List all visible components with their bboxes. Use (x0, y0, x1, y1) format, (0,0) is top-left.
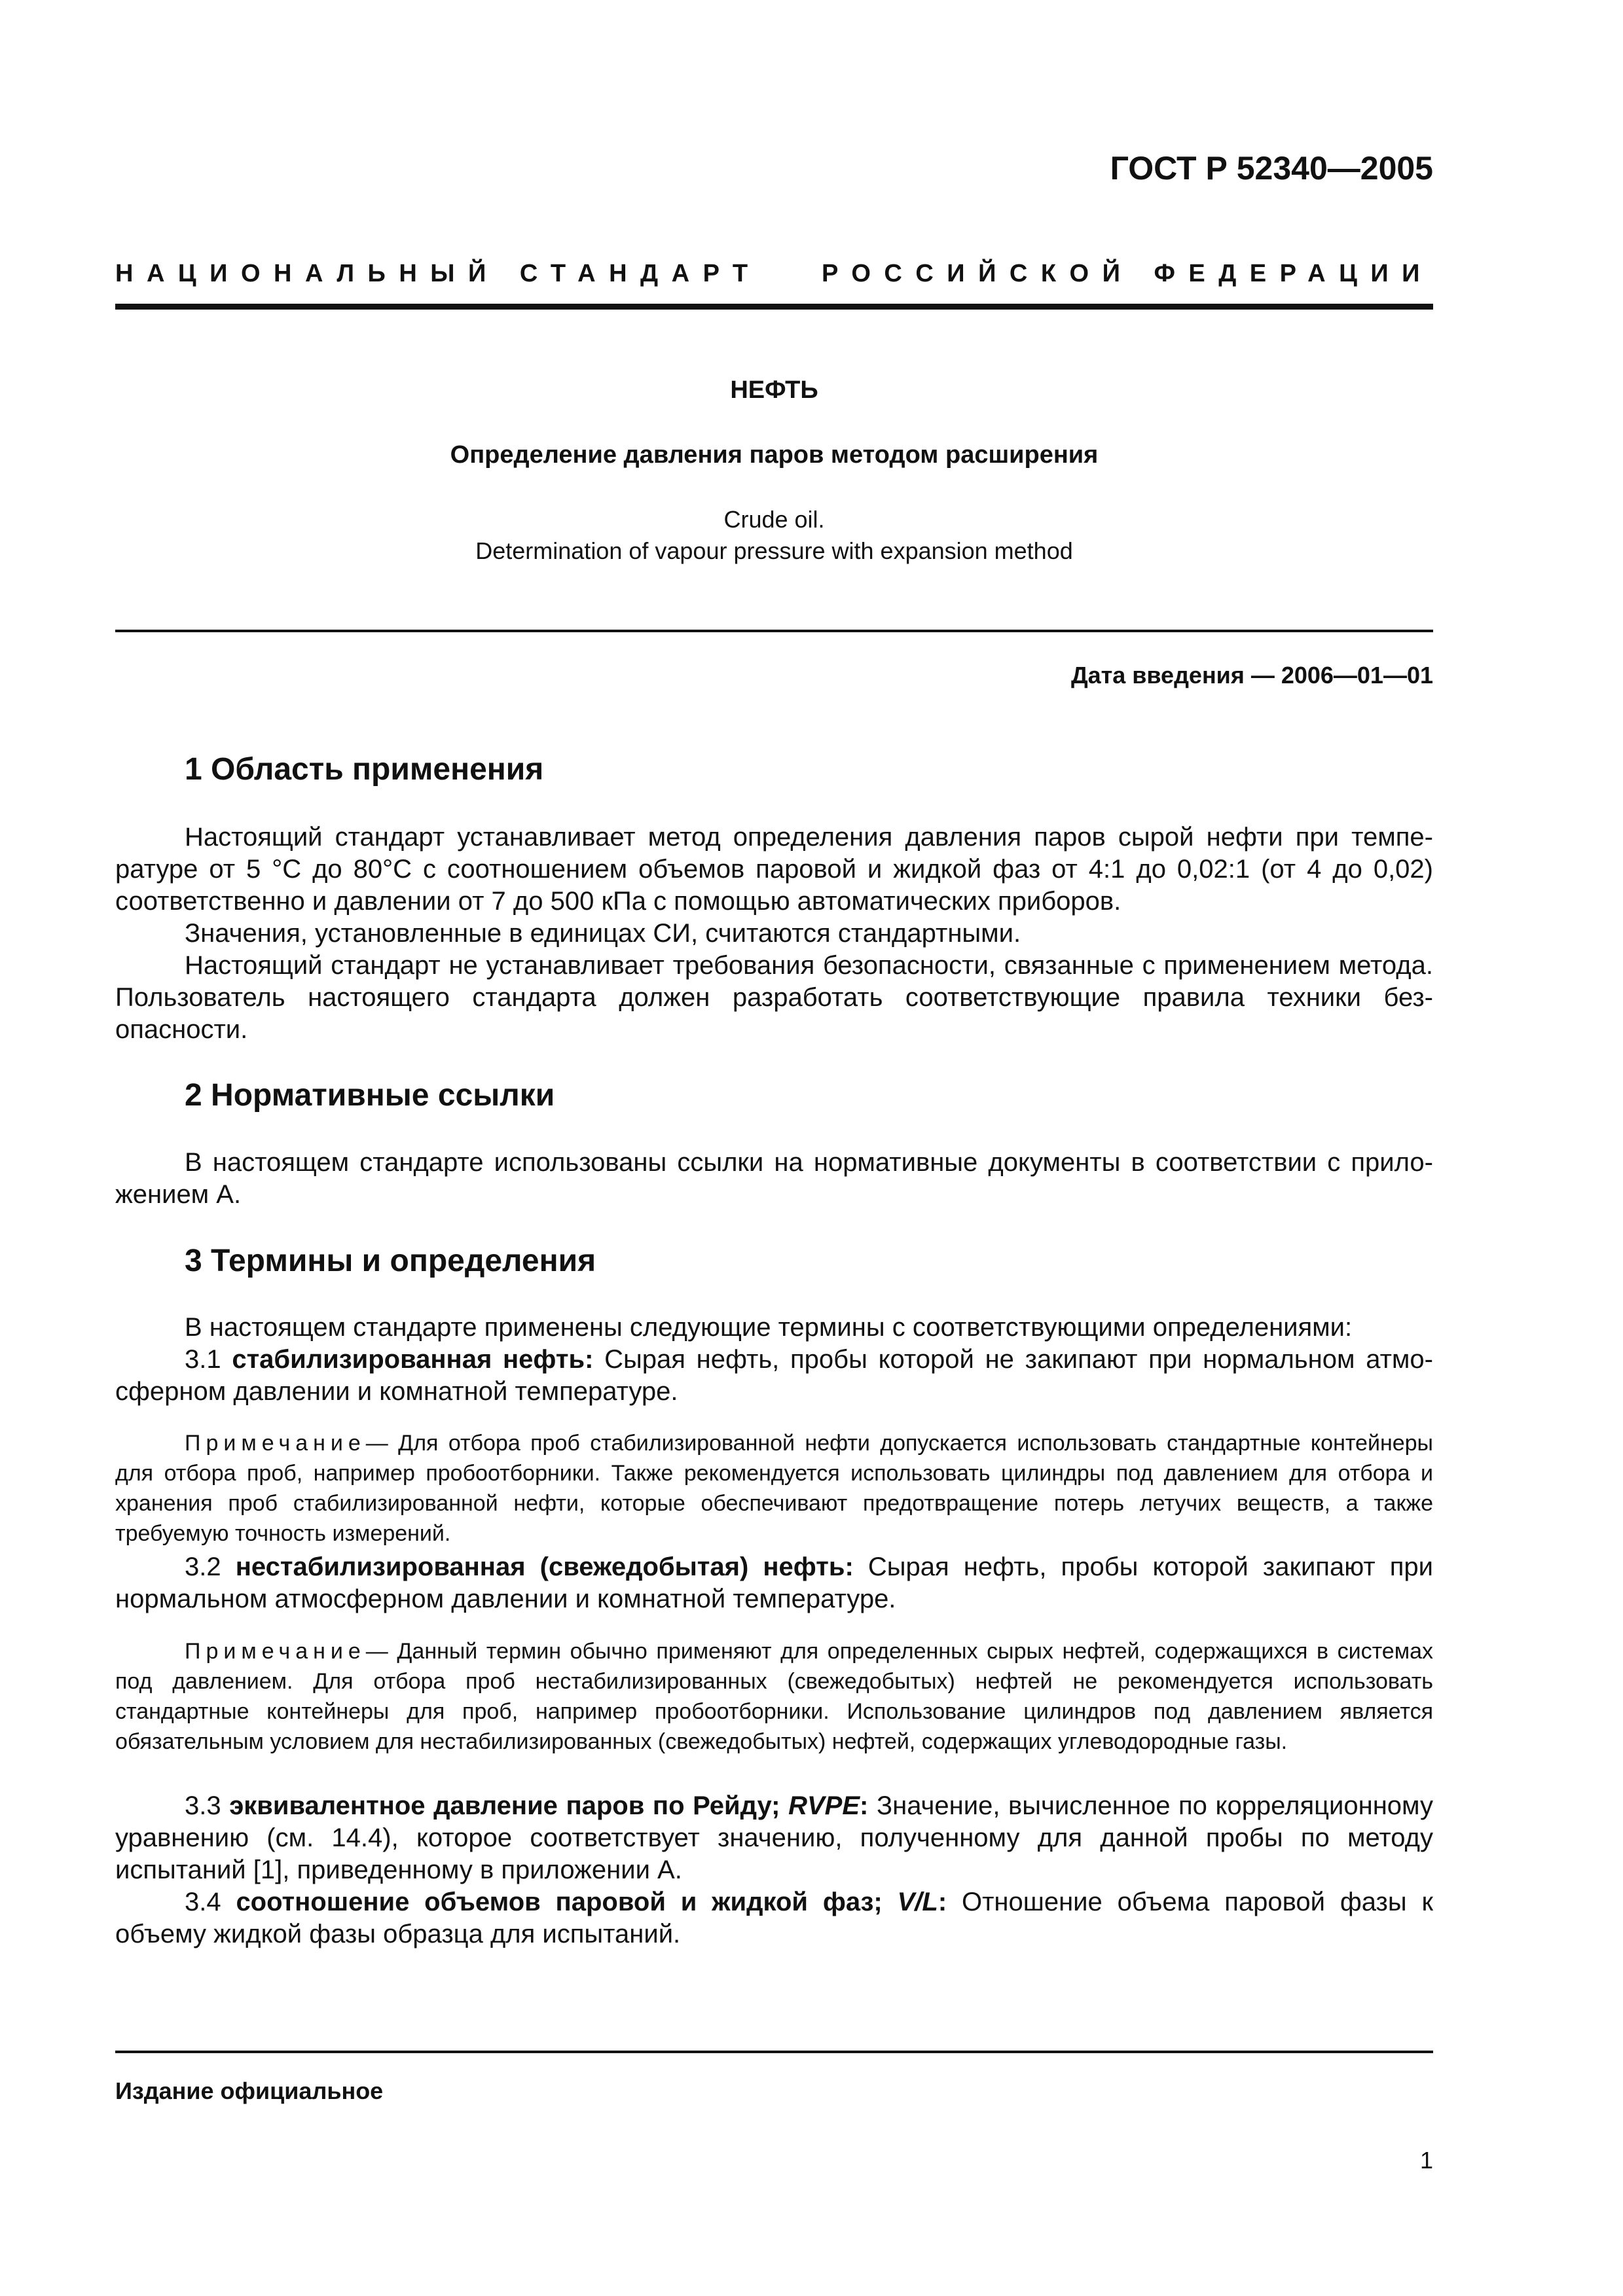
term-3-1 (115, 1344, 1433, 1408)
term-colon: : (860, 1791, 869, 1820)
introduction-date: Дата введения — 2006—01—01 (1070, 662, 1433, 689)
title-rule (115, 630, 1433, 632)
footer-rule (115, 2051, 1433, 2053)
document-title: НЕФТЬ (730, 376, 818, 404)
term-3-2-block (115, 1551, 1433, 1615)
standard-number: ГОСТ Р 52340—2005 (1110, 150, 1433, 187)
section-3-heading: 3 Термины и определения (185, 1244, 596, 1278)
term-abbreviation: RVPE (788, 1791, 860, 1820)
term-name: соотношение объемов паровой и жидкой фаз; (236, 1888, 883, 1916)
document-subtitle: Определение давления паров методом расширения (450, 441, 1099, 469)
header-rule (115, 304, 1433, 310)
term-3-2 (115, 1551, 1433, 1615)
term-number: 3.2 (185, 1552, 221, 1581)
term-name: стабилизированная нефть: (232, 1345, 594, 1374)
section-3-intro-block (115, 1312, 1433, 1408)
section-1-paragraph: Значения, установленные в единицах СИ, считаются стандартными. (185, 919, 1021, 948)
section-1-body (115, 821, 1433, 1046)
page-number: 1 (1419, 2147, 1433, 2174)
english-title (115, 504, 1433, 567)
term-3-4 (115, 1886, 1433, 1950)
note-1 (115, 1428, 1433, 1549)
term-definition: Значение, вычисленное по корреляционному уравнению (см. 14.4), которое соответствует значению, полученному для данной пробы по методу испытаний [1], приведенному в приложении А. (115, 1791, 1433, 1884)
term-definition: Сырая нефть, пробы которой не закипают при нормальном атмосферном давлении и комнатной температуре. (115, 1345, 1433, 1406)
term-number: 3.4 (185, 1888, 221, 1916)
term-number: 3.1 (185, 1345, 221, 1374)
note-2 (115, 1636, 1433, 1757)
section-2-paragraph: В настоящем стандарте использованы ссылки на нормативные документы в соответствии с приложением А. (115, 1148, 1433, 1209)
term-definition: Сырая нефть, пробы которой закипают при нормальном атмосферном давлении и комнатной температуре. (115, 1552, 1433, 1613)
english-title-line-1: Crude oil. (723, 506, 825, 533)
note-text: — Для отбора проб стабилизированной нефти допускается использовать стандартные контейнеры для отбора проб, например пробоотборники. Также рекомендуется использовать цилиндры под давлением для отбора и хранения проб стабилизированной нефти, которые обеспечивают предотвращение потерь летучих веществ, а также требуемую точность измерений. (115, 1431, 1433, 1546)
term-3-3 (115, 1790, 1433, 1886)
note-text: — Данный термин обычно применяют для определенных сырых нефтей, содержащихся в системах под давлением. Для отбора проб нестабилизированных (свежедобытых) нефтей не рекомендуется использовать стандартные контейнеры для проб, например пробоотборники. Использование цилиндров под давлением является обязательным условием для нестабилизированных (свежедобытых) нефтей, содержащих углеводородные газы. (115, 1639, 1433, 1754)
section-3-intro: В настоящем стандарте применены следующие термины с соответствующими определениями: (185, 1313, 1353, 1342)
official-edition-label: Издание официальное (115, 2077, 384, 2104)
section-1-paragraph: Настоящий стандарт устанавливает метод определения давления паров сырой нефти при температуре от 5 °С до 80°С с соотношением объемов паровой и жидкой фаз от 4:1 до 0,02:1 (от 4 до 0,02) соответственно и давлении от 7 до 500 кПа с помощью автоматических приборов. (115, 823, 1433, 916)
section-1-heading: 1 Область применения (185, 752, 544, 787)
term-number: 3.3 (185, 1791, 221, 1820)
national-standard-banner (115, 260, 1433, 288)
banner-right: РОССИЙСКОЙ ФЕДЕРАЦИИ (821, 260, 1433, 287)
english-title-line-2: Determination of vapour pressure with expansion method (475, 537, 1073, 564)
note-label: Примечание (185, 1431, 366, 1456)
term-abbreviation: V/L (897, 1888, 938, 1916)
section-2-body (115, 1147, 1433, 1211)
banner-left: НАЦИОНАЛЬНЫЙ СТАНДАРТ (115, 260, 761, 287)
term-name: нестабилизированная (свежедобытая) нефть: (235, 1552, 854, 1581)
term-definition: Отношение объема паровой фазы к объему жидкой фазы образца для испытаний. (115, 1888, 1433, 1948)
section-2-heading: 2 Нормативные ссылки (185, 1078, 555, 1113)
section-1-paragraph: Настоящий стандарт не устанавливает требования безопасности, связанные с применением метода. Пользователь настоящего стандарта должен разработать соответствующие правила техники безопасности. (115, 951, 1433, 1044)
term-colon: : (938, 1888, 947, 1916)
note-label: Примечание (185, 1639, 366, 1664)
terms-3-3-3-4-block (115, 1790, 1433, 1950)
term-name: эквивалентное давление паров по Рейду; (229, 1791, 780, 1820)
